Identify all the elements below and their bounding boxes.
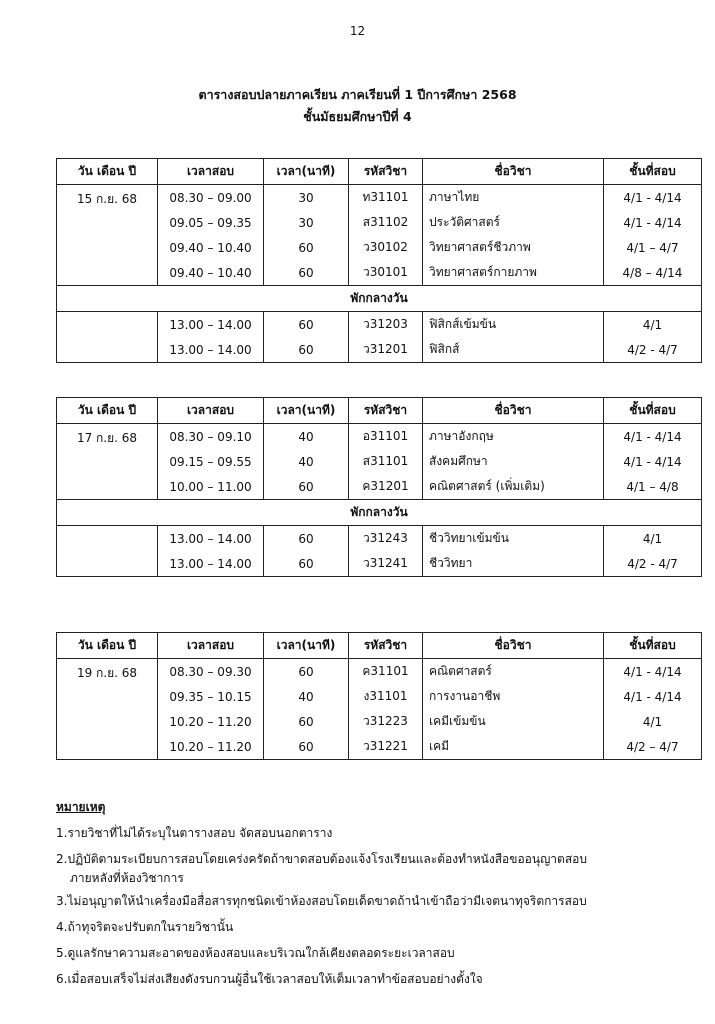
exam-minutes: 40 [264,449,349,474]
subject-code: ว31243 [349,526,423,552]
exam-time: 09.15 – 09.55 [158,449,264,474]
exam-classes: 4/1 - 4/14 [604,449,702,474]
header-time: เวลาสอบ [158,398,264,424]
lunch-break-label: พักกลางวัน [57,286,702,312]
subject-code: ส31101 [349,449,423,474]
exam-classes: 4/1 [604,709,702,734]
lunch-break-label: พักกลางวัน [57,500,702,526]
subject-name: ภาษาอังกฤษ [423,424,604,450]
subject-code: ค31101 [349,659,423,685]
note-item: 5.ดูแลรักษาความสะอาดของห้องสอบและบริเวณใกล้เคียงตลอดระยะเวลาสอบ [56,946,455,960]
exam-time: 08.30 – 09.10 [158,424,264,450]
exam-time: 10.00 – 11.00 [158,474,264,500]
exam-time: 09.40 – 10.40 [158,235,264,260]
exam-classes: 4/1 - 4/14 [604,684,702,709]
header-subject: ชื่อวิชา [423,633,604,659]
exam-time: 13.00 – 14.00 [158,312,264,338]
exam-classes: 4/8 – 4/14 [604,260,702,286]
subject-name: วิทยาศาสตร์ชีวภาพ [423,235,604,260]
exam-classes: 4/2 – 4/7 [604,734,702,760]
exam-minutes: 30 [264,185,349,211]
exam-classes: 4/1 - 4/14 [604,424,702,450]
table-row [57,424,702,450]
exam-date-blank [57,526,158,577]
subject-code: ว31223 [349,709,423,734]
exam-minutes: 60 [264,734,349,760]
exam-minutes: 40 [264,684,349,709]
subject-code: ค31201 [349,474,423,500]
subject-code: ว31221 [349,734,423,760]
note-item: 3.ไม่อนุญาตให้นำเครื่องมือสื่อสารทุกชนิดเข้าห้องสอบโดยเด็ดขาดถ้านำเข้าถือว่ามีเจตนาทุจริตการสอบ [56,894,587,908]
exam-time: 08.30 – 09.00 [158,185,264,211]
header-time: เวลาสอบ [158,633,264,659]
subject-name: ภาษาไทย [423,185,604,211]
subject-name: คณิตศาสตร์ [423,659,604,685]
exam-table-3 [56,632,702,760]
exam-minutes: 60 [264,337,349,363]
exam-minutes: 60 [264,709,349,734]
exam-minutes: 60 [264,551,349,577]
subject-name: ชีววิทยาเข้มข้น [423,526,604,552]
exam-minutes: 60 [264,526,349,552]
table-header-row [57,398,702,424]
header-subject: ชื่อวิชา [423,398,604,424]
exam-minutes: 40 [264,424,349,450]
exam-time: 13.00 – 14.00 [158,551,264,577]
document-title [0,84,715,128]
lunch-break-row [57,500,702,526]
exam-time: 08.30 – 09.30 [158,659,264,685]
subject-code: ว31203 [349,312,423,338]
exam-minutes: 60 [264,260,349,286]
header-minutes: เวลา(นาที) [264,398,349,424]
header-classes: ชั้นที่สอบ [604,398,702,424]
header-date: วัน เดือน ปี [57,633,158,659]
table-row [57,312,702,338]
exam-classes: 4/1 - 4/14 [604,659,702,685]
exam-time: 09.35 – 10.15 [158,684,264,709]
header-code: รหัสวิชา [349,633,423,659]
subject-code: อ31101 [349,424,423,450]
exam-date-blank [57,312,158,363]
table-header-row [57,633,702,659]
subject-code: ว30102 [349,235,423,260]
exam-date: 17 ก.ย. 68 [57,424,158,500]
exam-time: 13.00 – 14.00 [158,337,264,363]
title-line-1: ตารางสอบปลายภาคเรียน ภาคเรียนที่ 1 ปีการศึกษา 2568 [198,87,517,102]
lunch-break-row [57,286,702,312]
notes-heading: หมายเหตุ [56,800,106,814]
subject-name: ชีววิทยา [423,551,604,577]
subject-name: การงานอาชีพ [423,684,604,709]
header-classes: ชั้นที่สอบ [604,633,702,659]
header-subject: ชื่อวิชา [423,159,604,185]
exam-time: 10.20 – 11.20 [158,709,264,734]
table-row [57,185,702,211]
exam-table-1 [56,158,702,363]
note-item: 6.เมื่อสอบเสร็จไม่ส่งเสียงดังรบกวนผู้อื่นใช้เวลาสอบให้เต็มเวลาทำข้อสอบอย่างตั้งใจ [56,972,483,986]
note-item: 4.ถ้าทุจริตจะปรับตกในรายวิชานั้น [56,920,234,934]
exam-minutes: 30 [264,210,349,235]
exam-classes: 4/1 – 4/8 [604,474,702,500]
note-item: 1.รายวิชาที่ไม่ได้ระบุในตารางสอบ จัดสอบนอกตาราง [56,826,333,840]
page-number: 12 [349,24,366,38]
exam-time: 09.05 – 09.35 [158,210,264,235]
subject-name: ฟิสิกส์ [423,337,604,363]
notes-section [56,794,696,992]
header-classes: ชั้นที่สอบ [604,159,702,185]
subject-name: วิทยาศาสตร์กายภาพ [423,260,604,286]
subject-code: ว30101 [349,260,423,286]
subject-code: ง31101 [349,684,423,709]
header-minutes: เวลา(นาที) [264,633,349,659]
subject-code: ว31241 [349,551,423,577]
header-minutes: เวลา(นาที) [264,159,349,185]
exam-date: 19 ก.ย. 68 [57,659,158,760]
table-row [57,659,702,685]
exam-classes: 4/1 - 4/14 [604,210,702,235]
note-item: 2.ปฏิบัติตามระเบียบการสอบโดยเคร่งครัดถ้าขาดสอบต้องแจ้งโรงเรียนและต้องทำหนังสือขออนุญาตสอบ [56,852,587,866]
header-time: เวลาสอบ [158,159,264,185]
exam-time: 10.20 – 11.20 [158,734,264,760]
exam-classes: 4/1 - 4/14 [604,185,702,211]
subject-name: คณิตศาสตร์ (เพิ่มเติม) [423,474,604,500]
subject-code: ว31201 [349,337,423,363]
exam-time: 09.40 – 10.40 [158,260,264,286]
title-line-2: ชั้นมัธยมศึกษาปีที่ 4 [303,109,412,124]
exam-time: 13.00 – 14.00 [158,526,264,552]
header-code: รหัสวิชา [349,398,423,424]
exam-date: 15 ก.ย. 68 [57,185,158,286]
table-row [57,526,702,552]
subject-name: เคมีเข้มข้น [423,709,604,734]
exam-minutes: 60 [264,474,349,500]
subject-name: ประวัติศาสตร์ [423,210,604,235]
header-code: รหัสวิชา [349,159,423,185]
exam-classes: 4/2 - 4/7 [604,337,702,363]
exam-minutes: 60 [264,235,349,260]
header-date: วัน เดือน ปี [57,398,158,424]
table-header-row [57,159,702,185]
exam-classes: 4/1 [604,312,702,338]
exam-classes: 4/1 – 4/7 [604,235,702,260]
subject-name: ฟิสิกส์เข้มข้น [423,312,604,338]
header-date: วัน เดือน ปี [57,159,158,185]
subject-code: ส31102 [349,210,423,235]
subject-code: ท31101 [349,185,423,211]
subject-name: สังคมศึกษา [423,449,604,474]
exam-classes: 4/2 - 4/7 [604,551,702,577]
subject-name: เคมี [423,734,604,760]
exam-table-2 [56,397,702,577]
exam-minutes: 60 [264,659,349,685]
exam-minutes: 60 [264,312,349,338]
exam-classes: 4/1 [604,526,702,552]
note-item-continuation: ภายหลังที่ห้องวิชาการ [70,871,184,885]
